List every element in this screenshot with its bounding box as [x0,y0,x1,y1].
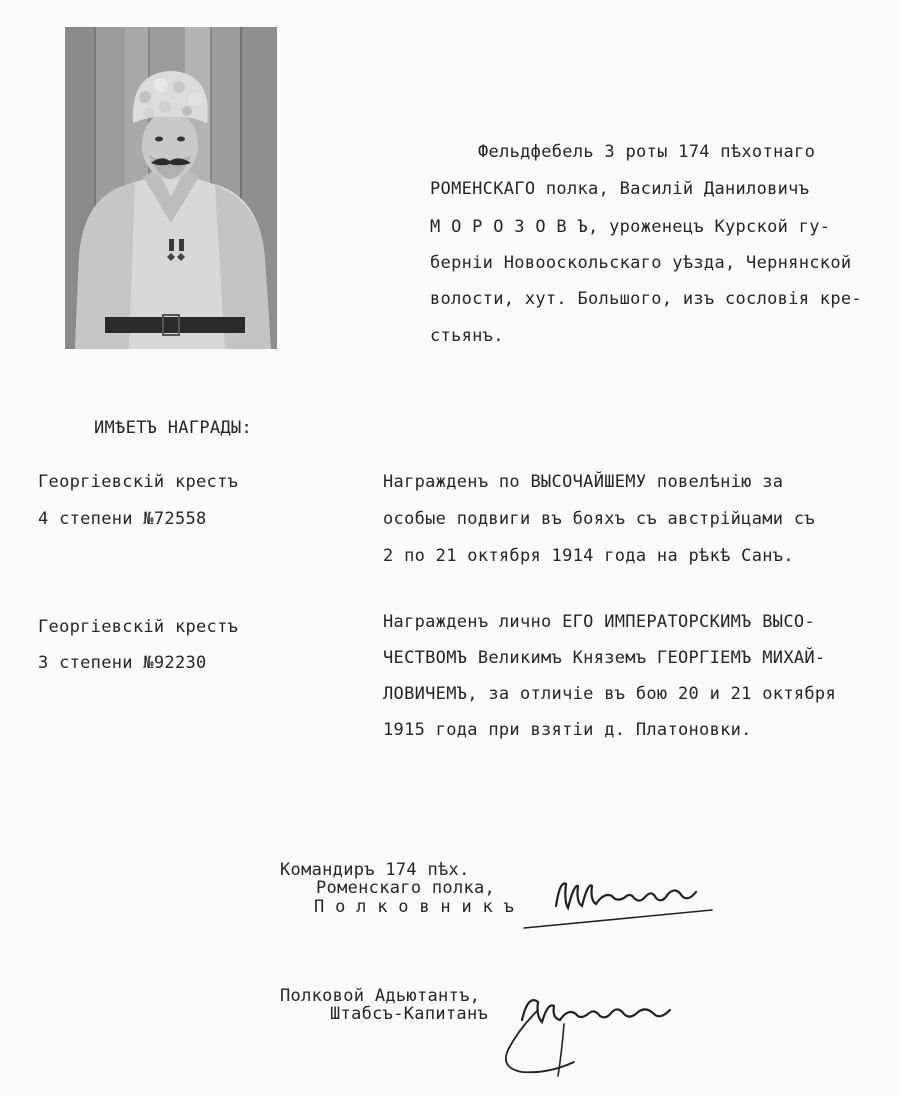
description-line: берніи Новооскольскаго уѣзда, Чернянской [430,253,852,273]
commander-signature [516,866,716,936]
award-name-line: 4 степени №72558 [38,509,207,529]
award-description-line: 2 по 21 октября 1914 года на рѣкѣ Санъ. [383,546,794,566]
award-description-line: особые подвиги въ бояхъ съ австрійцами съ [383,509,815,529]
award-name-line: Георгіевскій крестъ [38,472,239,492]
award-description-line: Награжденъ лично ЕГО ИМПЕРАТОРСКИМЪ ВЫСО- [383,612,815,632]
portrait-photo [65,27,277,349]
adjutant-signature [478,980,688,1080]
description-line: стьянъ. [430,326,504,346]
commander-title-line: Командиръ 174 пѣх. [280,860,470,880]
description-line: РОМЕНСКАГО полка, Василій Даниловичъ [430,179,810,199]
adjutant-title-line: Штабсъ-Капитанъ [330,1004,489,1024]
description-line: М О Р О З О В Ъ, уроженецъ Курской гу- [430,217,831,237]
adjutant-title-line: Полковой Адьютантъ, [280,986,481,1006]
soldier-portrait-image [65,27,277,349]
award-description-line: ЧЕСТВОМЪ Великимъ Княземъ ГЕОРГІЕМЪ МИХАЙ- [383,648,826,668]
award-description-line: ЛОВИЧЕМЪ, за отличіе въ бою 20 и 21 октября [383,684,836,704]
award-description-line: 1915 года при взятіи д. Платоновки. [383,720,752,740]
award-name-line: 3 степени №92230 [38,653,207,673]
commander-title-line: Роменскаго полка, [316,878,496,898]
commander-title-line: П о л к о в н и к ъ [314,897,515,917]
description-line: волости, хут. Большого, изъ сословія кре- [430,289,862,309]
awards-heading: ИМѢЕТЪ НАГРАДЫ: [94,418,253,438]
description-line: Фельдфебель 3 роты 174 пѣхотнаго [478,142,816,162]
award-description-line: Награжденъ по ВЫСОЧАЙШЕМУ повелѣнію за [383,472,784,492]
award-name-line: Георгіевскій крестъ [38,617,239,637]
